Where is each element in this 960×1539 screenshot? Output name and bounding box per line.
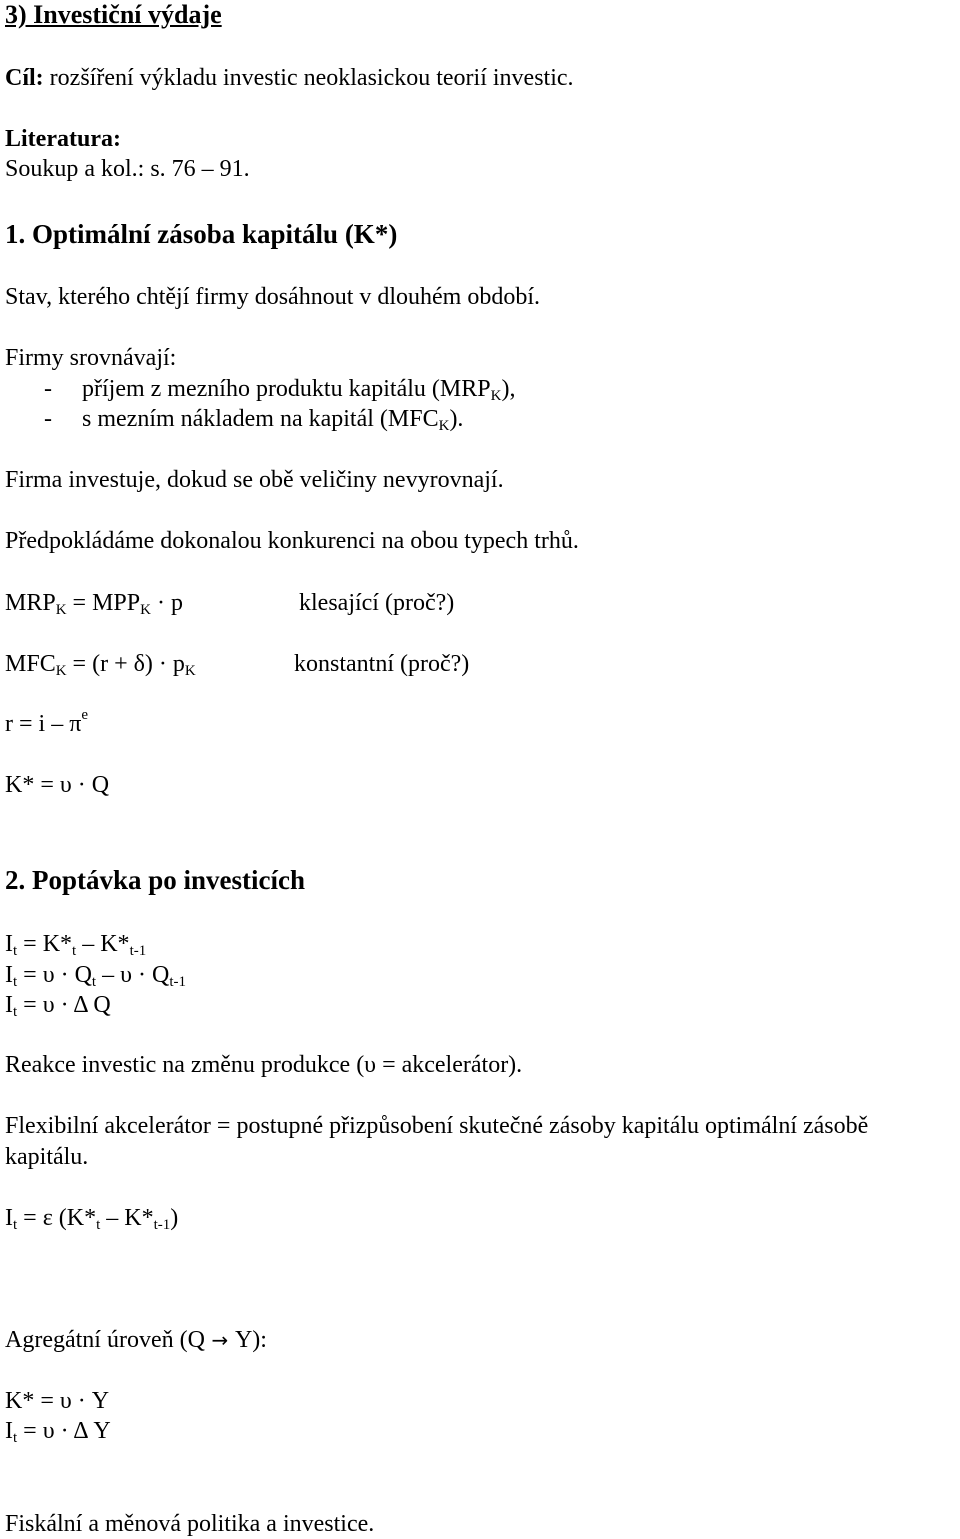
flexible-accelerator-line1: Flexibilní akcelerátor = postupné přizpůsobení skutečné zásoby kapitálu optimální zásobě [5,1113,869,1139]
part1-heading: 1. Optimální zásoba kapitálu (K*) [5,219,398,249]
eq-part: – υ · Q [96,962,170,988]
k-equation: K* = υ · Q [5,772,110,798]
invest-rule: Firma investuje, dokud se obě veličiny nevyrovnají. [5,467,504,493]
bullet-text: příjem z mezního produktu kapitálu (MRP [82,376,491,402]
eq-part: – K* [76,931,130,957]
literature-label: Literatura: [5,126,121,152]
eq-part: = K* [17,931,73,957]
investment-eq-3 [5,990,111,1020]
eq-part: – K* [100,1205,154,1231]
eq-subscript: K [140,602,151,618]
investment-eq-1 [5,929,146,959]
eq-subscript: t [96,1217,101,1233]
r-equation [5,709,88,739]
eq-part: ) [170,1205,179,1231]
aggregate-k-equation: K* = υ · Y [5,1388,110,1414]
bullet-dash: - [44,406,52,432]
eq-subscript: t [72,943,77,959]
eq-part: Agregátní úroveň (Q [5,1327,205,1353]
state-text: Stav, kterého chtějí firmy dosáhnout v dlouhém období. [5,284,541,310]
eq-subscript: t [13,1217,18,1233]
eq-part: I [5,931,13,957]
eq-subscript: t [13,974,18,990]
compare-intro: Firmy srovnávají: [5,345,177,371]
flexible-accelerator-line2: kapitálu. [5,1144,89,1170]
investment-eq-2 [5,960,186,990]
assumption: Předpokládáme dokonalou konkurenci na obou typech trhů. [5,528,579,554]
section-title: 3) Investiční výdaje [5,0,222,29]
bullet-dash: - [44,376,52,402]
eq-subscript: t [13,1004,18,1020]
eq-part: MFC [5,651,56,677]
goal-label: Cíl: [5,65,44,91]
mfc-equation [5,649,196,679]
eq-subscript: K [184,663,196,679]
eq-part: = υ · Q [17,962,92,988]
bullet-mrp [44,374,515,404]
investment-eq-4 [5,1203,178,1233]
literature-reference: Soukup a kol.: s. 76 – 91. [5,156,250,182]
eq-part: I [5,962,13,988]
eq-subscript: t [91,974,97,990]
part2-heading: 2. Poptávka po investicích [5,865,306,895]
bullet-text-end: ), [501,376,516,402]
eq-part: I [5,1418,13,1444]
eq-part: = υ · Δ Y [17,1418,111,1444]
eq-part: I [5,1205,13,1231]
reaction-text: Reakce investic na změnu produkce (υ = akcelerátor). [5,1052,523,1078]
mrp-note: klesající (proč?) [299,590,455,616]
goal-line [5,63,574,93]
eq-subscript: t [13,943,18,959]
eq-part: = MPP [66,590,141,616]
bullet-subscript: K [438,418,450,434]
eq-subscript: t-1 [153,1217,171,1233]
eq-part: Y): [234,1327,267,1353]
eq-subscript: t [13,1430,18,1446]
eq-part: = ε (K* [17,1205,97,1231]
eq-part: · p [150,590,183,616]
goal-text: rozšíření výkladu investic neoklasickou teorií investic. [43,65,574,91]
eq-part: = υ · Δ Q [17,992,111,1018]
bullet-text-end: ). [449,406,464,432]
aggregate-level [5,1325,267,1355]
bullet-mfc [44,404,463,434]
eq-part: r = i – π [5,711,82,737]
fiscal-monetary-line: Fiskální a měnová politika a investice. [5,1511,375,1537]
eq-subscript: K [55,602,67,618]
eq-subscript: K [55,663,67,679]
eq-subscript: t-1 [169,974,186,990]
eq-part: = (r + δ) · p [66,651,185,677]
eq-subscript: t-1 [129,943,147,959]
eq-part: I [5,992,13,1018]
mfc-note: konstantní (proč?) [294,651,470,677]
mrp-equation [5,588,183,618]
bullet-text: s mezním nákladem na kapitál (MFC [82,406,439,432]
aggregate-i-equation [5,1416,111,1446]
eq-part: MRP [5,590,56,616]
arrow-right-icon: → [211,1328,229,1352]
bullet-subscript: K [490,388,502,404]
eq-superscript: e [81,707,88,723]
